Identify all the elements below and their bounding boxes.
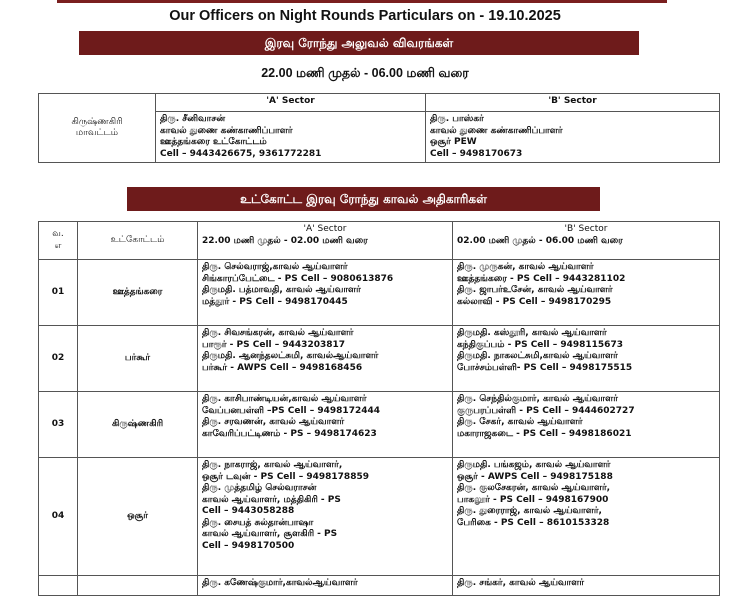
serial-header-line: எ	[54, 240, 62, 251]
officer-line: திருமதி. ஆனந்தலட்சுமி, காவல்ஆய்வாளர்	[202, 351, 379, 361]
district-officers-table	[38, 93, 720, 163]
officer-line: ஒசூர் டவுன் - PS Cell – 9498178859	[202, 471, 369, 482]
officer-line: காவேரிப்பட்டிணம் - PS – 9498174623	[202, 428, 377, 439]
officer-line: ஒசூர் - AWPS Cell – 9498175188	[457, 471, 613, 482]
officer-line: குருபரப்பள்ளி - PS Cell – 9444602727	[457, 405, 635, 416]
sector-b-header: 'B' Sector	[426, 94, 720, 112]
officer-line: பேரிகை - PS Cell – 8610153328	[457, 517, 610, 528]
sector-a-cell	[198, 260, 453, 326]
sub-division-banner: உட்கோட்ட இரவு ரோந்து காவல் அதிகாரிகள்	[127, 187, 600, 211]
officer-line: பாரூர் - PS Cell – 9443203817	[202, 339, 346, 350]
officer-line: ஊத்தங்கரை உட்கோட்டம்	[160, 137, 267, 147]
night-rounds-banner: இரவு ரோந்து அலுவல் விவரங்கள்	[79, 31, 639, 55]
officer-line: திரு. சீனிவாசன்	[160, 114, 226, 124]
division-cell: ஊத்தங்கரை	[78, 260, 198, 326]
officer-line: திருமதி. கஸ்தூரி, காவல் ஆய்வாளர்	[457, 328, 607, 338]
officer-line: திரு. சிவசங்கரன், காவல் ஆய்வாளர்	[202, 328, 354, 338]
officer-line: சிங்காரப்பேட்டை - PS Cell – 9080613876	[202, 273, 394, 284]
officer-line: திரு. நாகராஜ், காவல் ஆய்வாளர்,	[202, 460, 343, 470]
officer-line: காவல் துணை கண்காணிப்பாளர்	[430, 125, 563, 136]
officer-line: காவல் ஆய்வாளர், மத்திகிரி - PS	[202, 494, 341, 505]
sector-b-cell	[453, 260, 720, 326]
officer-line: பாகலூர் - PS Cell – 9498167900	[457, 494, 609, 505]
serial-cell: 04	[39, 458, 78, 576]
serial-cell: 01	[39, 260, 78, 326]
division-cell: கிருஷ்ணகிரி	[78, 392, 198, 458]
officer-line: ஒசூர் PEW	[430, 137, 477, 147]
sector-a-time: 22.00 மணி முதல் - 02.00 மணி வரை	[202, 235, 368, 246]
sector-b-cell	[453, 576, 720, 596]
sector-a-cell	[198, 326, 453, 392]
serial-cell: 02	[39, 326, 78, 392]
table-row	[39, 392, 720, 458]
top-rule	[57, 0, 667, 3]
officer-line: திரு. பாஸ்கர்	[430, 114, 484, 124]
table-row	[39, 458, 720, 576]
officer-line: ஊத்தங்கரை - PS Cell – 9443281102	[457, 273, 626, 284]
page-title: Our Officers on Night Rounds Particulars on - 19.10.2025	[169, 8, 561, 24]
table-row	[39, 260, 720, 326]
serial-header	[39, 222, 78, 260]
officer-line: திரு. காசிபாண்டியன்,காவல் ஆய்வாளர்	[202, 394, 367, 404]
officer-line: திரு. சேகர், காவல் ஆய்வாளர்	[457, 417, 583, 427]
officer-line: Cell – 9443426675, 9361772281	[160, 148, 322, 159]
officer-line: போச்சம்பள்ளி- PS Cell – 9498175515	[457, 362, 633, 373]
table-row	[39, 576, 720, 596]
serial-cell: 03	[39, 392, 78, 458]
division-cell: பர்கூர்	[78, 326, 198, 392]
officer-line: திரு. கணேஷ்குமார்,காவல்ஆய்வாளர்	[202, 578, 358, 588]
district-name: கிருஷ்ணகிரி	[71, 116, 123, 127]
officer-line: திரு. சையத் சுல்தான்பாஷா	[202, 517, 314, 528]
district-label: மாவட்டம்	[75, 128, 119, 138]
sector-a-cell	[198, 458, 453, 576]
sector-a-col-header	[198, 222, 453, 260]
sector-a-officer	[156, 112, 426, 163]
sector-a-cell	[198, 576, 453, 596]
officer-line: Cell – 9498170673	[430, 148, 523, 159]
officer-line: திருமதி. பங்கஜம், காவல் ஆய்வாளர்	[457, 460, 611, 470]
officer-line: மகாராஜகடை - PS Cell – 9498186021	[457, 428, 632, 439]
officer-line: Cell – 9498170500	[202, 540, 295, 551]
division-cell	[78, 576, 198, 596]
officer-line: திரு. சங்கர், காவல் ஆய்வாளர்	[457, 578, 585, 588]
sub-division-officers-table	[38, 221, 720, 596]
officer-line: திரு. ஜாபர்உசேன், காவல் ஆய்வாளர்	[457, 285, 613, 295]
officer-line: திரு. குலசேகரன், காவல் ஆய்வாளர்,	[457, 483, 611, 493]
officer-line: கந்திகுப்பம் - PS Cell – 9498115673	[457, 339, 623, 350]
officer-line: காவல் ஆய்வாளர், சூளகிரி - PS	[202, 529, 338, 539]
officer-line: காவல் துணை கண்காணிப்பாளர்	[160, 125, 293, 136]
officer-line: திரு. சரவணன், காவல் ஆய்வாளர்	[202, 417, 345, 427]
officer-rows	[39, 260, 720, 596]
sector-b-cell	[453, 326, 720, 392]
division-header: உட்கோட்டம்	[78, 222, 198, 260]
officer-line: திரு. செந்தில்குமார், காவல் ஆய்வாளர்	[457, 394, 618, 404]
officer-line: திருமதி. நாகலட்சுமி,காவல் ஆய்வாளர்	[457, 351, 618, 361]
officer-line: Cell – 9443058288	[202, 506, 295, 516]
serial-cell	[39, 576, 78, 596]
district-name-cell	[39, 94, 156, 163]
officer-line: திரு. முருகன், காவல் ஆய்வாளர்	[457, 262, 594, 272]
officer-line: திரு. செல்வராஜ்,காவல் ஆய்வாளர்	[202, 262, 348, 272]
table-row	[39, 326, 720, 392]
timing-line: 22.00 மணி முதல் - 06.00 மணி வரை	[261, 66, 469, 80]
sector-b-label: 'B' Sector	[564, 224, 608, 234]
officer-line: வேப்பனபள்ளி –PS Cell – 9498172444	[202, 405, 381, 416]
officer-line: திருமதி. பத்மாவதி, காவல் ஆய்வாளர்	[202, 285, 361, 295]
officer-line: பர்கூர் - AWPS Cell – 9498168456	[202, 362, 363, 373]
sector-a-cell	[198, 392, 453, 458]
officer-line: மத்தூர் - PS Cell – 9498170445	[202, 296, 348, 307]
sector-b-cell	[453, 392, 720, 458]
sector-b-cell	[453, 458, 720, 576]
sector-b-time: 02.00 மணி முதல் - 06.00 மணி வரை	[457, 235, 623, 246]
sector-b-officer	[426, 112, 720, 163]
sector-a-header: 'A' Sector	[156, 94, 426, 112]
officer-line: திரு. துரைராஜ், காவல் ஆய்வாளர்,	[457, 506, 602, 516]
officer-line: கல்லாவி - PS Cell – 9498170295	[457, 296, 612, 307]
officer-line: திரு. முத்தமிழ் செல்வராசன்	[202, 483, 317, 493]
serial-header-line: வ.	[52, 229, 64, 239]
sector-b-col-header	[453, 222, 720, 260]
sector-a-label: 'A' Sector	[303, 224, 347, 234]
division-cell: ஒசூர்	[78, 458, 198, 576]
